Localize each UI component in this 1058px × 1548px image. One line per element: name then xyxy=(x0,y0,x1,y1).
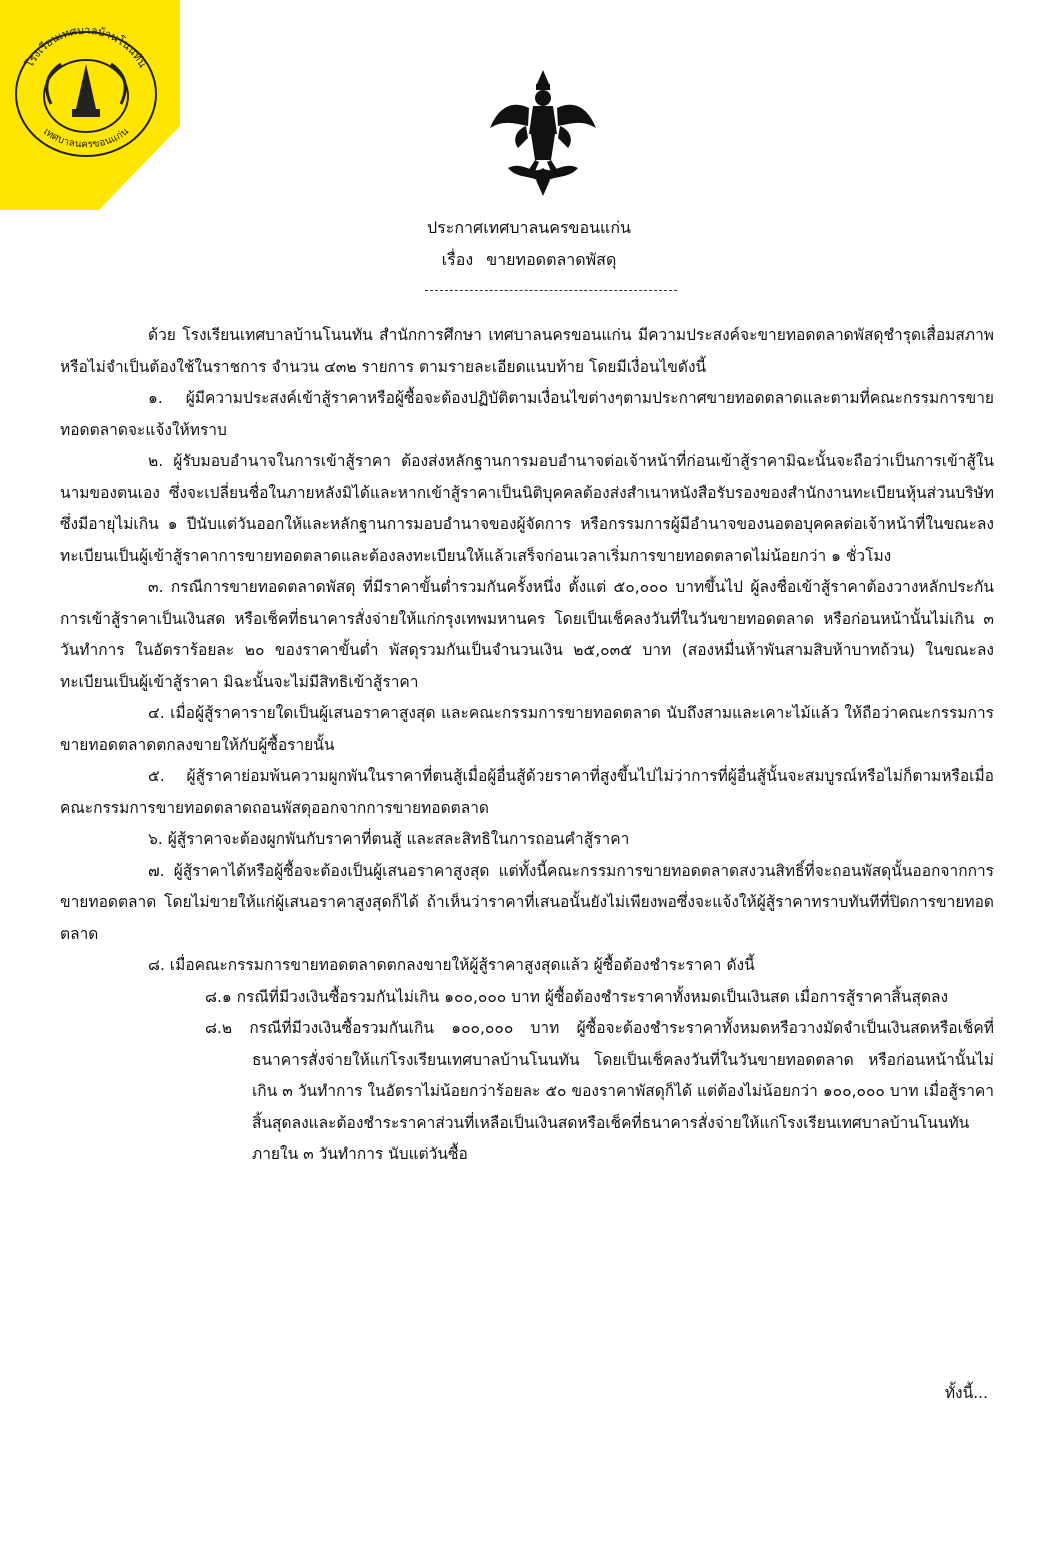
announcement-title: ประกาศเทศบาลนครขอนแก่น xyxy=(427,218,631,237)
announcement-subject xyxy=(0,248,1058,273)
announcement-body xyxy=(60,320,994,1171)
continued-marker: ทั้งนี้... xyxy=(944,1384,988,1402)
condition-2: ๒. ผู้รับมอบอำนาจในการเข้าสู้ราคา ต้องส่งหลักฐานการมอบอำนาจต่อเจ้าหน้าที่ก่อนเข้าสู้ราคามิฉะนั้นจะถือว่าเป็นการเข้าสู้ในนามของตนเอง ซึ่งจะเปลี่ยนชื่อในภายหลังมิได้และหากเข้าสู้ราคาเป็นนิติบุคคลต้องส่งสำเนาหนังสือรับรองของสำนักงานทะเบียนหุ้นส่วนบริษัท ซึ่งมีอายุไม่เกิน ๑ ปีนับแต่วันออกให้และหลักฐานการมอบอำนาจของผู้จัดการ หรือกรรมการผู้มีอำนาจของนอตอบุคคลต่อเจ้าหน้าที่ในขณะลงทะเบียนเป็นผู้เข้าสู้ราคาการขายทอดตลาดและต้องลงทะเบียนให้แล้วเสร็จก่อนเวลาเริ่มการขายทอดตลาดไม่น้อยกว่า ๑ ชั่วโมง xyxy=(60,452,994,565)
title-divider xyxy=(425,290,677,291)
condition-1: ๑. ผู้มีความประสงค์เข้าสู้ราคาหรือผู้ซื้อจะต้องปฏิบัติตามเงื่อนไขต่างๆตามประกาศขายทอดตลาดและตามที่คณะกรรมการขายทอดตลาดจะแจ้งให้ทราบ xyxy=(60,389,994,439)
condition-6: ๖. ผู้สู้ราคาจะต้องผูกพันกับราคาที่ตนสู้ และสละสิทธิในการถอนคำสู้ราคา xyxy=(148,830,630,848)
condition-8-1: ๘.๑ กรณีที่มีวงเงินซื้อรวมกันไม่เกิน ๑๐๐,๐๐๐ บาท ผู้ซื้อต้องชำระราคาทั้งหมดเป็นเงินสด เมื่อการสู้ราคาสิ้นสุดลง xyxy=(205,987,949,1006)
garuda-emblem xyxy=(488,68,598,198)
condition-7: ๗. ผู้สู้ราคาได้หรือผู้ซื้อจะต้องเป็นผู้เสนอราคาสูงสุด แต่ทั้งนี้คณะกรรมการขายทอดตลาดสงวนสิทธิ์ที่จะถอนพัสดุนั้นออกจากการขายทอดตลาด โดยไม่ขายให้แก่ผู้เสนอราคาสูงสุดก็ได้ ถ้าเห็นว่าราคาที่เสนอนั้นยังไม่เพียงพอซึ่งจะแจ้งให้ผู้สู้ราคาทราบทันทีที่ปิดการขายทอดตลาด xyxy=(60,861,994,943)
condition-8-2: ๘.๒ กรณีที่มีวงเงินซื้อรวมกันเกิน ๑๐๐,๐๐๐ บาท ผู้ซื้อจะต้องชำระราคาทั้งหมดหรือวางมัดจำเป็นเงินสดหรือเช็คที่ธนาคารสั่งจ่ายให้แก่โรงเรียนเทศบาลบ้านโนนทัน โดยเป็นเช็คลงวันที่ในวันขายทอดตลาด หรือก่อนหน้านั้นไม่เกิน ๓ วันทำการ ในอัตราไม่น้อยกว่าร้อยละ ๕๐ ของราคาพัสดุก็ได้ แต่ต้องไม่น้อยกว่า ๑๐๐,๐๐๐ บาท เมื่อสู้ราคาสิ้นสุดลงและต้องชำระราคาส่วนที่เหลือเป็นเงินสดหรือเช็คที่ธนาคารสั่งจ่ายให้แก่โรงเรียนเทศบาลบ้านโนนทัน ภายใน ๓ วันทำการ นับแต่วันซื้อ xyxy=(205,1019,994,1163)
condition-4: ๔. เมื่อผู้สู้ราคารายใดเป็นผู้เสนอราคาสูงสุด และคณะกรรมการขายทอดตลาด นับถึงสามและเคาะไม้แล้ว ให้ถือว่าคณะกรรมการขายทอดตลาดตกลงขายให้กับผู้ซื้อรายนั้น xyxy=(60,704,994,754)
condition-3: ๓. กรณีการขายทอดตลาดพัสดุ ที่มีราคาขั้นต่ำรวมกันครั้งหนึ่ง ตั้งแต่ ๕๐,๐๐๐ บาทขึ้นไป ผู้ลงชื่อเข้าสู้ราคาต้องวางหลักประกันการเข้าสู้ราคาเป็นเงินสด หรือเช็คที่ธนาคารสั่งจ่ายให้แก่กรุงเทพมหานคร โดยเป็นเช็คลงวันที่ในวันขายทอดตลาด หรือก่อนหน้านั้นไม่เกิน ๓ วันทำการ ในอัตราร้อยละ ๒๐ ของราคาขั้นต่ำ พัสดุรวมกันเป็นจำนวนเงิน ๒๕,๐๓๕ บาท (สองหมื่นห้าพันสามสิบห้าบาทถ้วน) ในขณะลงทะเบียนเป็นผู้เข้าสู้ราคา มิฉะนั้นจะไม่มีสิทธิเข้าสู้ราคา xyxy=(60,578,994,691)
condition-8: ๘. เมื่อคณะกรรมการขายทอดตลาดตกลงขายให้ผู้สู้ราคาสูงสุดแล้ว ผู้ซื้อต้องชำระราคา ดังนี้ xyxy=(148,956,755,974)
school-seal-emblem xyxy=(6,14,166,164)
school-seal xyxy=(0,0,180,210)
condition-5: ๕. ผู้สู้ราคาย่อมพ้นความผูกพันในราคาที่ตนสู้เมื่อผู้อื่นสู้ด้วยราคาที่สูงขึ้นไปไม่ว่าการที่ผู้อื่นสู้นั้นจะสมบูรณ์หรือไม่ก็ตามหรือเมื่อคณะกรรมการขายทอดตลาดถอนพัสดุออกจากการขายทอดตลาด xyxy=(60,767,994,817)
svg-text:เทศบาลนครขอนแก่น: เทศบาลนครขอนแก่น xyxy=(41,126,131,151)
intro-paragraph: ด้วย โรงเรียนเทศบาลบ้านโนนทัน สำนักการศึกษา เทศบาลนครขอนแก่น มีความประสงค์จะขายทอดตลาดพัสดุชำรุดเสื่อมสภาพหรือไม่จำเป็นต้องใช้ในราชการ จำนวน ๔๓๒ รายการ ตามรายละเอียดแนบท้าย โดยมีเงื่อนไขดังนี้ xyxy=(60,326,994,376)
svg-text:โรงเรียนเทศบาลบ้านโนนทัน: โรงเรียนเทศบาลบ้านโนนทัน xyxy=(22,23,150,70)
subject-label: เรื่อง xyxy=(441,250,474,269)
subject-text: ขายทอดตลาดพัสดุ xyxy=(486,250,617,269)
